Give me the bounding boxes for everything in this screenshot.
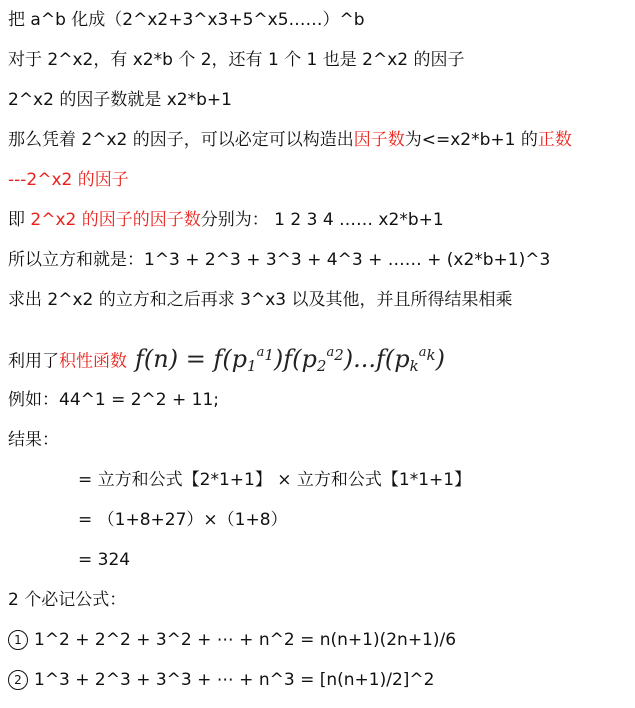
formula-exp-sub: 2 (334, 346, 344, 364)
text-line-12: = 立方和公式【2*1+1】 × 立方和公式【1*1+1】 (78, 470, 472, 490)
formula-exp (418, 345, 436, 364)
formula-exp (256, 345, 274, 364)
text-line-6-part-a: 即 (8, 210, 31, 230)
text-line-8: 求出 2^x2 的立方和之后再求 3^x3 以及其他，并且所得结果相乘 (8, 290, 513, 310)
formula-exp-sub: 1 (264, 346, 274, 364)
text-line-9-part-a: 利用了 (8, 351, 59, 372)
formula-line-1 (8, 628, 456, 652)
formula-part: )f(p (273, 345, 317, 373)
text-line-13: = （1+8+27）×（1+8） (78, 510, 288, 530)
highlight-factor-of-factor: 2^x2 的因子的因子数 (30, 210, 201, 230)
circled-number-two: 2 (8, 670, 28, 690)
text-line-10: 例如：44^1 = 2^2 + 11; (8, 390, 220, 410)
formula-exp-base: a (326, 345, 335, 360)
text-line-4-part-c: 为<=x2*b+1 的 (404, 130, 538, 150)
text-line-6-part-c: 分别为： 1 2 3 4 …… x2*b+1 (200, 210, 444, 230)
highlight-factor-count: 因子数 (353, 130, 405, 150)
formula-line-2 (8, 668, 434, 692)
text-line-5: ---2^x2 的因子 (8, 170, 129, 190)
text-line-6 (8, 208, 444, 232)
text-line-2: 对于 2^x2，有 x2*b 个 2，还有 1 个 1 也是 2^x2 的因子 (8, 50, 465, 70)
formula-part: f(n) = f(p (135, 345, 248, 373)
multiplicative-function-formula (135, 336, 445, 383)
highlight-positive-number: 正数 (537, 130, 572, 150)
text-line-14: = 324 (78, 550, 131, 570)
text-line-15: 2 个必记公式： (8, 590, 127, 610)
formula-line-1-text: 1^2 + 2^2 + 3^2 + ⋯ + n^2 = n(n+1)(2n+1)/6 (34, 630, 457, 650)
circled-number-one: 1 (8, 630, 28, 650)
text-line-7: 所以立方和就是：1^3 + 2^3 + 3^3 + 4^3 + …… + (x2*b+1)^3 (8, 250, 551, 270)
text-line-11: 结果： (8, 430, 59, 450)
formula-sub: 2 (316, 357, 327, 375)
formula-exp-base: a (418, 345, 427, 360)
highlight-multiplicative-function: 积性函数 (59, 351, 127, 372)
text-line-4 (8, 128, 572, 152)
text-line-1: 把 a^b 化成（2^x2+3^x3+5^x5……）^b (8, 10, 365, 30)
formula-part: ) (435, 345, 445, 373)
formula-line-2-text: 1^3 + 2^3 + 3^3 + ⋯ + n^3 = [n(n+1)/2]^2 (34, 670, 435, 690)
formula-sub: 1 (247, 357, 257, 375)
formula-part: )...f(p (343, 345, 410, 373)
formula-exp (326, 345, 344, 364)
text-line-4-part-a: 那么凭着 2^x2 的因子，可以必定可以构造出 (8, 130, 354, 150)
formula-exp-sub: k (426, 346, 436, 364)
formula-sub: k (409, 357, 419, 375)
text-line-9 (8, 338, 445, 375)
text-line-3: 2^x2 的因子数就是 x2*b+1 (8, 90, 232, 110)
formula-exp-base: a (256, 345, 265, 360)
